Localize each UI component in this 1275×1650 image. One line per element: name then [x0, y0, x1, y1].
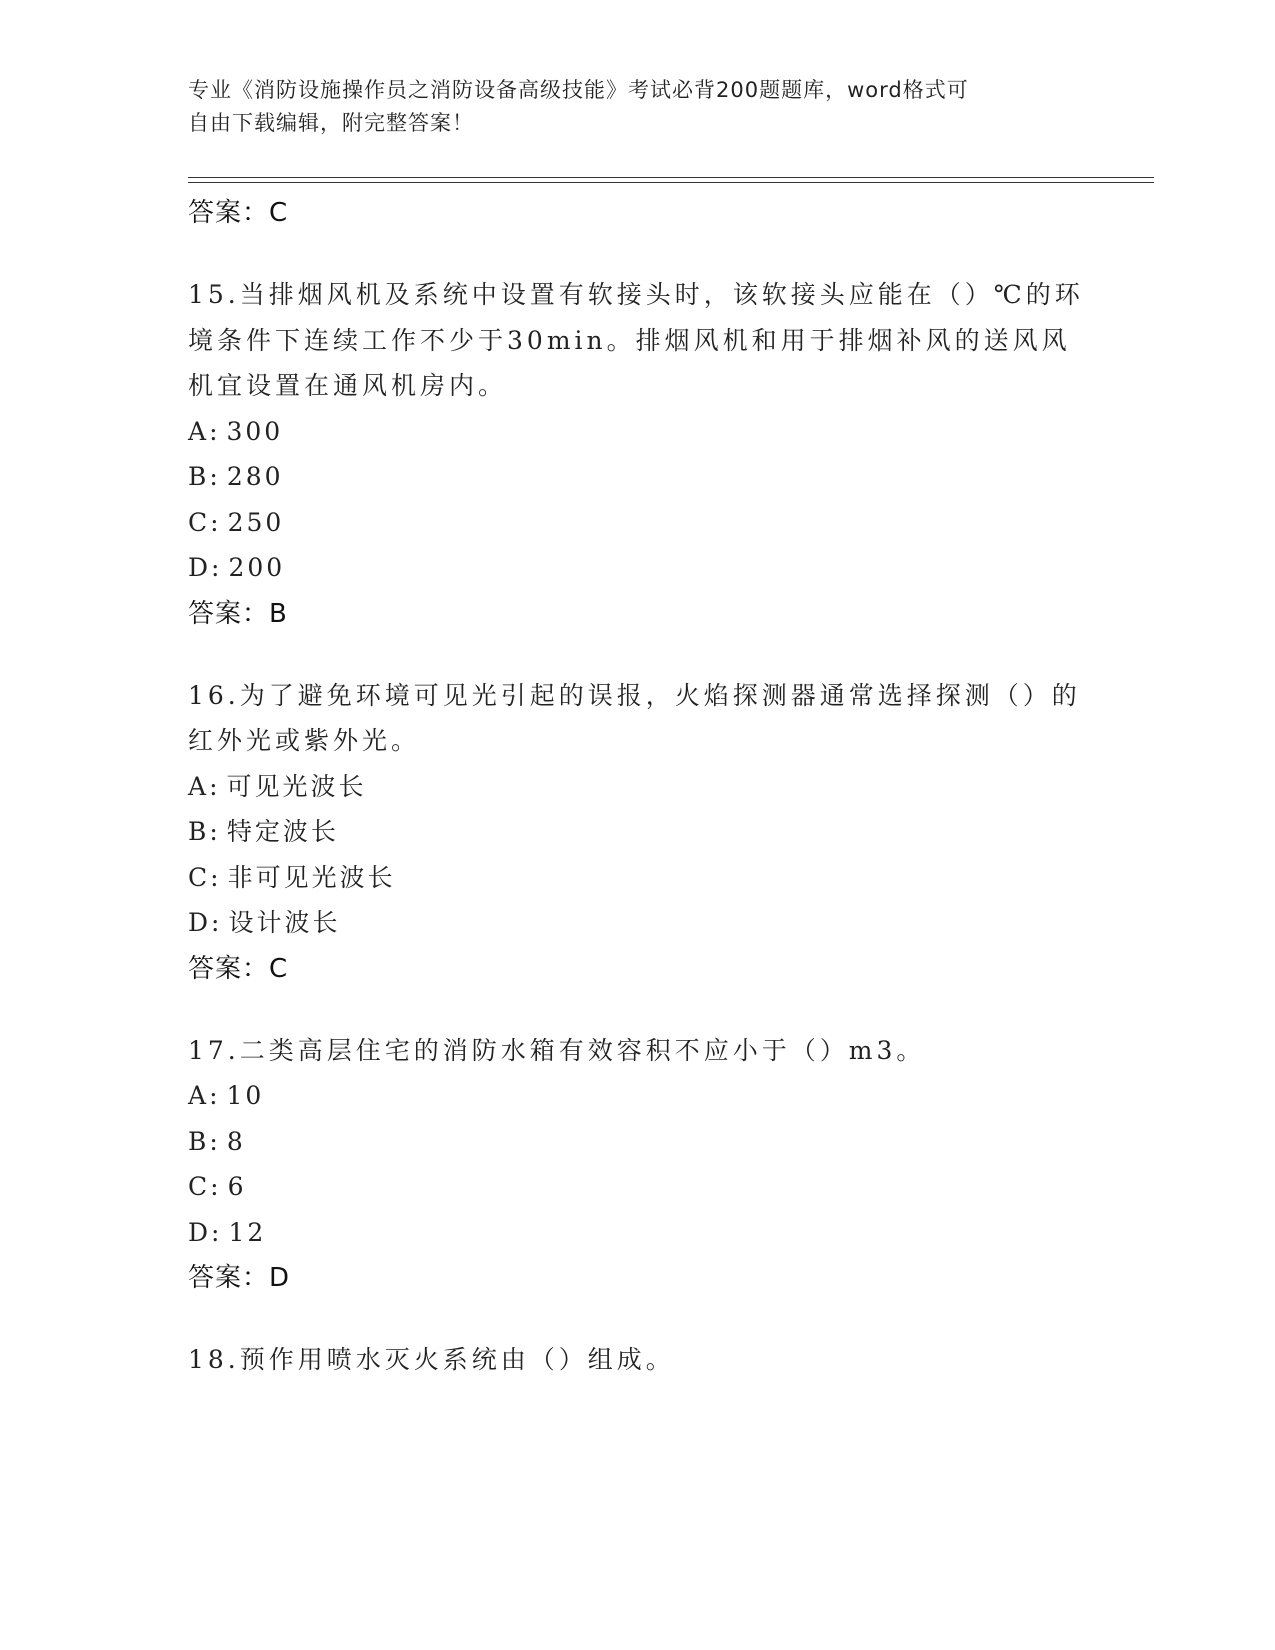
option-a: A: 可见光波长 — [188, 771, 367, 801]
option-b: B: 8 — [188, 1126, 246, 1156]
header-line-1: 专业《消防设施操作员之消防设备高级技能》考试必背200题题库，word格式可 — [188, 78, 969, 102]
option-b: B: 特定波长 — [188, 817, 339, 846]
answer-line: 答案：B — [188, 598, 288, 629]
option-b: B: 280 — [188, 462, 284, 491]
question-text: 18.预作用喷水灭火系统由（）组成。 — [188, 1345, 675, 1374]
option-c: C: 250 — [188, 507, 285, 537]
question-text: 15.当排烟风机及系统中设置有软接头时，该软接头应能在（）℃的环境条件下连续工作不少于30min。排烟风机和用于排烟补风的送风风机宜设置在通风机房内。 — [188, 280, 1084, 400]
header-divider-bottom — [188, 182, 1154, 183]
option-c: C: 非可见光波长 — [188, 862, 396, 892]
header-divider-top — [188, 177, 1154, 178]
question-text: 16.为了避免环境可见光引起的误报，火焰探测器通常选择探测（）的红外光或紫外光。 — [188, 680, 1081, 755]
question-item — [188, 673, 1088, 992]
document-header — [188, 74, 1068, 140]
option-a: A: 300 — [188, 416, 284, 446]
option-d: D: 12 — [188, 1217, 267, 1247]
option-c: C: 6 — [188, 1172, 247, 1201]
question-item — [188, 1028, 1088, 1302]
question-item — [188, 272, 1088, 637]
answer-line: 答案：C — [188, 953, 289, 984]
header-line-2: 自由下载编辑，附完整答案！ — [188, 111, 474, 135]
option-d: D: 设计波长 — [188, 908, 341, 937]
question-list — [188, 190, 1088, 1383]
question-text: 17.二类高层住宅的消防水箱有效容积不应小于（）m3。 — [188, 1035, 926, 1065]
option-a: A: 10 — [188, 1081, 265, 1110]
answer-line: 答案：C — [188, 198, 289, 228]
answer-line: 答案：D — [188, 1263, 291, 1293]
question-item — [188, 1337, 1088, 1383]
option-d: D: 200 — [188, 553, 286, 582]
